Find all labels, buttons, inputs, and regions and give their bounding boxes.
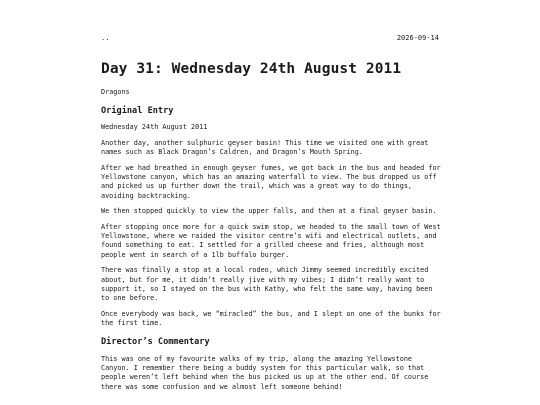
tag-link[interactable]: Dragons <box>101 88 130 96</box>
entry-paragraph: We then stopped quickly to view the upper falls, and then at a final geyser basin. <box>101 207 437 216</box>
page-title: Day 31: Wednesday 24th August 2011 <box>101 61 402 77</box>
top-nav <box>101 34 439 43</box>
entry-paragraph: Another day, another sulphuric geyser basin! This time we visited one with great names such as Black Dragon’s Caldren, and Dragon’s Mouth Spring. <box>101 138 429 157</box>
page-date: 2026-09-14 <box>396 34 439 42</box>
commentary-heading: Director’s Commentary <box>101 337 210 348</box>
entry-paragraph: There was finally a stop at a local rodeo, which Jimmy seemed incredibly excited about, but for me, it didn’t really jive with my vibes; I didn’t really want to support it, so I stayed on the bus with Kathy, who felt the same way, having been to one before. <box>101 266 433 303</box>
back-link[interactable]: .. <box>101 34 110 42</box>
original-entry-heading: Original Entry <box>101 106 174 116</box>
entry-paragraph: After stopping once more for a quick swim stop, we headed to the small town of West Yellowstone, where we raided the visitor centre’s wifi and electrical outlets, and found something to eat. I settled for a grilled cheese and fries, although most people went in search of a 1lb buffalo burger. <box>101 222 441 259</box>
entry-date: Wednesday 24th August 2011 <box>101 123 208 132</box>
entry-paragraph: Once everybody was back, we “miracled” the bus, and I slept on one of the bunks for the first time. <box>101 309 441 328</box>
post-content <box>101 58 441 392</box>
entry-paragraph: After we had breathed in enough geyser fumes, we got back in the bus and headed for Yellowstone canyon, which has an amazing waterfall to view. The bus dropped us off and picked us up further down the trail, which was a great way to do things, avoiding backtracking. <box>101 163 441 200</box>
post-tag[interactable] <box>101 88 441 97</box>
commentary-paragraph: This was one of my favourite walks of my trip, along the amazing Yellowstone Canyon. I remember there being a buddy system for this particular walk, so that people weren’t left behind when the bus picked us up at the other end. Of course there was some confusion and we almost left someone behind! <box>101 354 429 391</box>
